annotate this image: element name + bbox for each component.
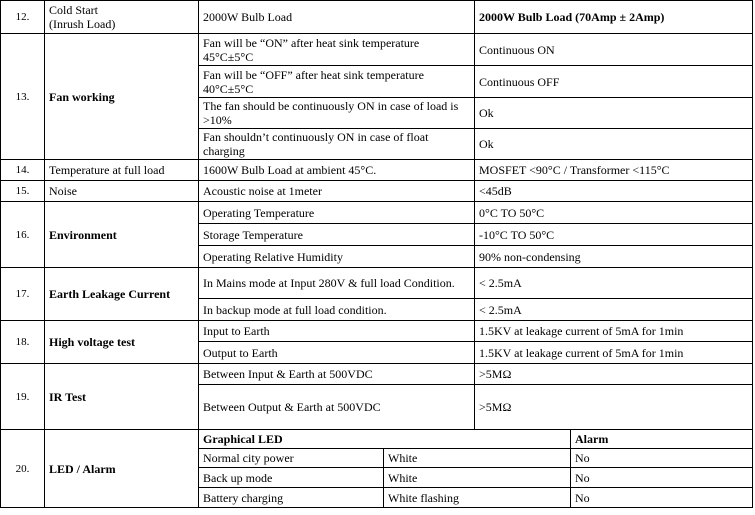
alarm-cell: No: [571, 488, 753, 508]
result-cell: 1.5KV at leakage current of 5mA for 1min: [475, 342, 753, 364]
condition-cell: Acoustic noise at 1meter: [199, 181, 475, 202]
row-number: 19.: [1, 364, 45, 430]
condition-cell: 2000W Bulb Load: [199, 1, 475, 34]
condition-cell: In backup mode at full load condition.: [199, 299, 475, 321]
parameter-cell: High voltage test: [45, 321, 199, 364]
condition-cell: Input to Earth: [199, 321, 475, 342]
parameter-cell: Noise: [45, 181, 199, 202]
row-number: 16.: [1, 202, 45, 268]
alarm-cell: No: [571, 468, 753, 488]
result-cell: -10°C TO 50°C: [475, 224, 753, 246]
led-header: Graphical LED: [199, 430, 571, 449]
condition-cell: 1600W Bulb Load at ambient 45°C.: [199, 160, 475, 181]
row-number: 18.: [1, 321, 45, 364]
table-row: [1, 364, 753, 385]
led-cell: White flashing: [384, 488, 571, 508]
condition-cell: Operating Temperature: [199, 202, 475, 224]
condition-cell: Fan shouldn’t continuously ON in case of float charging: [199, 129, 475, 160]
parameter-cell: [45, 1, 199, 34]
result-cell: >5MΩ: [475, 385, 753, 430]
row-number: 12.: [1, 1, 45, 34]
mode-cell: Back up mode: [199, 468, 384, 488]
row-number: 20.: [1, 430, 45, 508]
alarm-cell: No: [571, 449, 753, 468]
table-row: [1, 34, 753, 66]
parameter-cell: Temperature at full load: [45, 160, 199, 181]
condition-cell: In Mains mode at Input 280V & full load Condition.: [199, 268, 475, 299]
condition-cell: Output to Earth: [199, 342, 475, 364]
condition-cell: Fan will be “OFF” after heat sink temperature 40°C±5°C: [199, 66, 475, 98]
result-cell: < 2.5mA: [475, 268, 753, 299]
table-row: [1, 430, 753, 449]
condition-cell: Fan will be “ON” after heat sink temperature 45°C±5°C: [199, 34, 475, 66]
led-cell: White: [384, 468, 571, 488]
result-cell: 2000W Bulb Load (70Amp ± 2Amp): [475, 1, 753, 34]
row-number: 13.: [1, 34, 45, 160]
parameter-cell: Earth Leakage Current: [45, 268, 199, 321]
table-row: [1, 202, 753, 224]
condition-cell: The fan should be continuously ON in case of load is >10%: [199, 98, 475, 129]
table-row: [1, 268, 753, 299]
parameter-cell: LED / Alarm: [45, 430, 199, 508]
condition-cell: Storage Temperature: [199, 224, 475, 246]
result-cell: Ok: [475, 129, 753, 160]
mode-cell: Battery charging: [199, 488, 384, 508]
result-cell: MOSFET <90°C / Transformer <115°C: [475, 160, 753, 181]
table-row: [1, 181, 753, 202]
result-cell: Ok: [475, 98, 753, 129]
result-cell: >5MΩ: [475, 364, 753, 385]
parameter-line: Cold Start: [49, 3, 99, 17]
table-row: [1, 160, 753, 181]
row-number: 15.: [1, 181, 45, 202]
result-cell: < 2.5mA: [475, 299, 753, 321]
result-cell: 1.5KV at leakage current of 5mA for 1min: [475, 321, 753, 342]
result-cell: 0°C TO 50°C: [475, 202, 753, 224]
parameter-cell: IR Test: [45, 364, 199, 430]
result-cell: Continuous ON: [475, 34, 753, 66]
result-cell: Continuous OFF: [475, 66, 753, 98]
led-cell: White: [384, 449, 571, 468]
parameter-line: (Inrush Load): [49, 17, 116, 31]
parameter-cell: Environment: [45, 202, 199, 268]
table-row: [1, 321, 753, 342]
condition-cell: Between Output & Earth at 500VDC: [199, 385, 475, 430]
condition-cell: Between Input & Earth at 500VDC: [199, 364, 475, 385]
row-number: 17.: [1, 268, 45, 321]
result-cell: <45dB: [475, 181, 753, 202]
row-number: 14.: [1, 160, 45, 181]
condition-cell: Operating Relative Humidity: [199, 246, 475, 268]
alarm-header: Alarm: [571, 430, 753, 449]
table-row: [1, 1, 753, 34]
mode-cell: Normal city power: [199, 449, 384, 468]
parameter-cell: Fan working: [45, 34, 199, 160]
result-cell: 90% non-condensing: [475, 246, 753, 268]
